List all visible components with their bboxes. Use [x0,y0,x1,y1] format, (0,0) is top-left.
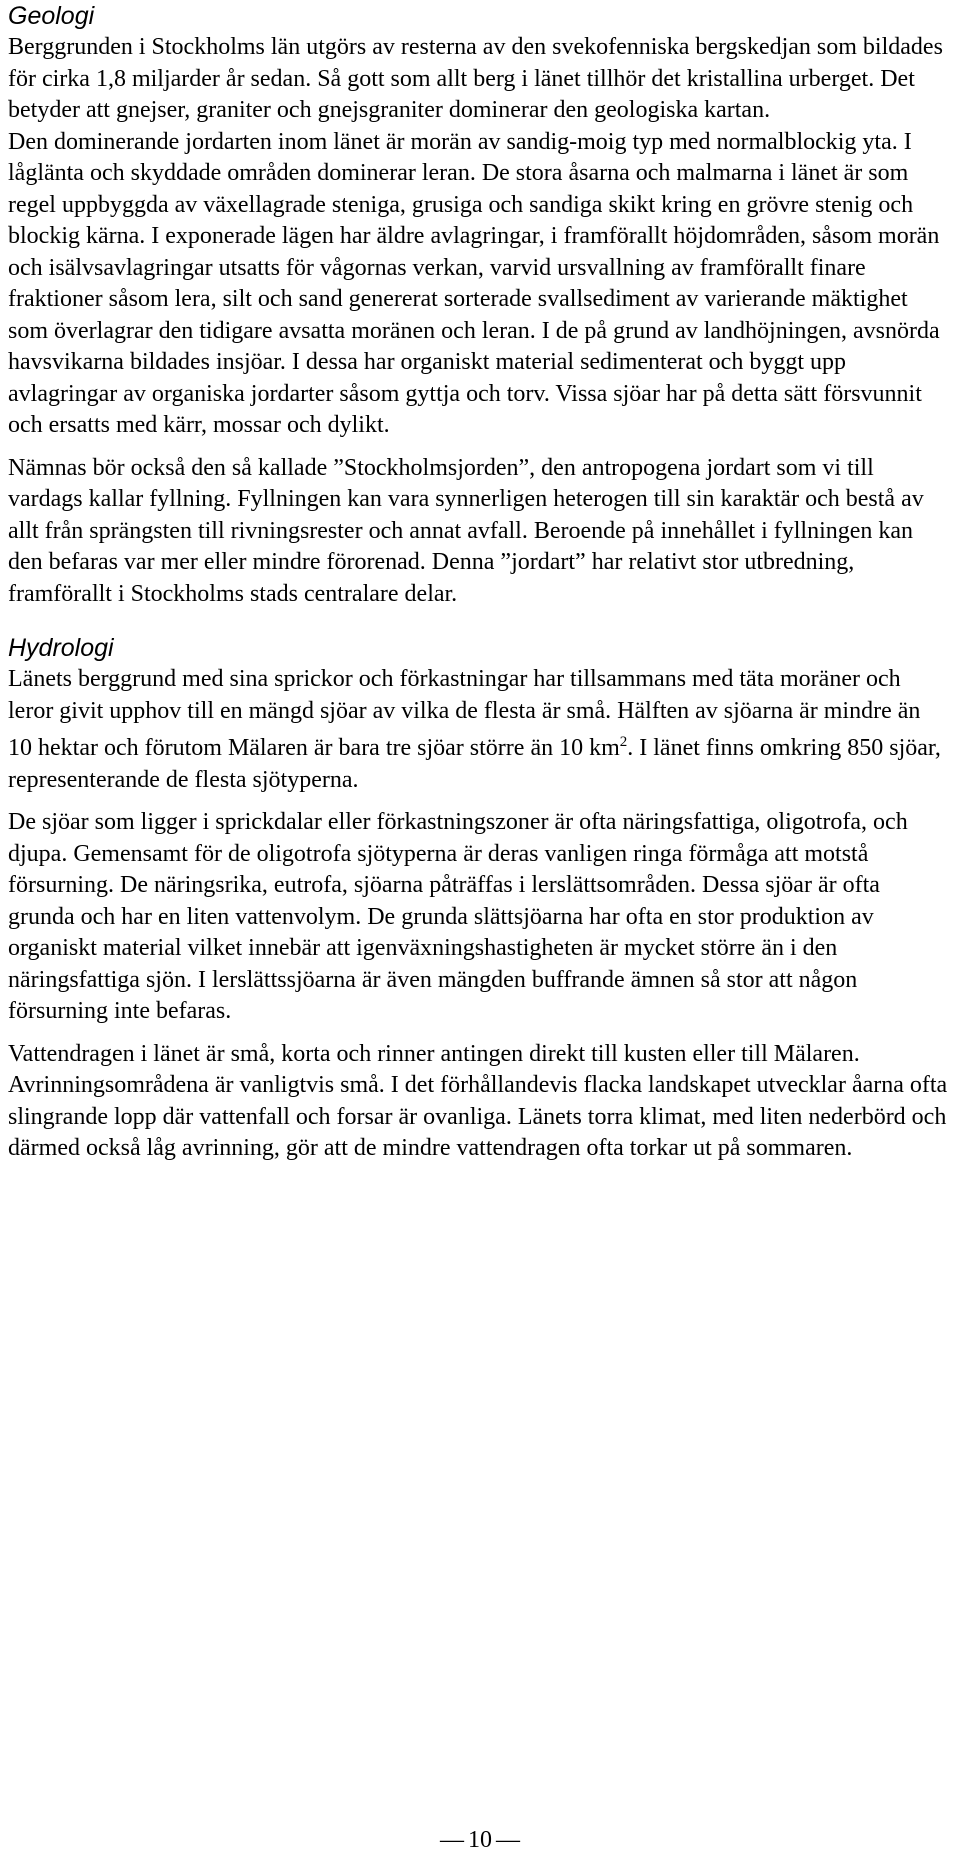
paragraph-hydrologi-2: De sjöar som ligger i sprickdalar eller förkastningszoner är ofta näringsfattiga, oligotrofa, och djupa. Gemensamt för de oligotrofa sjötyperna är deras vanligen ringa förmåga att motstå försurning. De näringsrika, eutrofa, sjöarna påträffas i lerslättsområden. Dessa sjöar är ofta grunda och har en liten vattenvolym. De grunda slättsjöarna har ofta en stor produktion av organiskt material vilket innebär att igenväxningshastigheten är mycket större än i den näringsfattiga sjön. I lerslättssjöarna är även mängden buffrande ämnen så stor att någon försurning inte befaras. [8,809,908,1024]
page-footer [0,1826,960,1854]
paragraph-geologi-2: Den dominerande jordarten inom länet är morän av sandig-moig typ med normalblockig yta. I låglänta och skyddade områden dominerar leran. De stora åsarna och malmarna i länet är som regel uppbyggda av växellagrade steniga, grusiga och sandiga skikt kring en grövre stenig och blockig kärna. I exponerade lägen har äldre avlagringar, i framförallt höjdområden, såsom morän och isälvsavlagringar utsatts för vågornas verkan, varvid ursvallning av framförallt finare fraktioner såsom lera, silt och sand genererat sorterade svallsediment av varierande mäktighet som överlagrar den tidigare avsatta moränen och leran. I de på grund av landhöjningen, avsnörda havsvikarna bildades insjöar. I dessa har organiskt material sedimenterat och byggt upp avlagringar av organiska jordarter såsom gyttja och torv. Vissa sjöar har på detta sätt försvunnit och ersatts med kärr, mossar och dylikt. [8,128,940,438]
page-number: 10 [468,1827,492,1853]
paragraph-geologi-3: Nämnas bör också den så kallade ”Stockholmsjorden”, den antropogena jordart som vi till vardags kallar fyllning. Fyllningen kan vara synnerligen heterogen till sin karaktär och bestå av allt från sprängsten till rivningsrester och annat avfall. Beroende på innehållet i fyllningen kan den befaras var mer eller mindre förorenad. Denna ”jordart” har relativt stor utbredning, framförallt i Stockholms stads centralare delar. [8,454,924,607]
paragraph-hydrologi-1 [8,664,948,796]
document-page [8,0,948,1176]
section-heading-hydrologi: Hydrologi [8,634,114,662]
paragraph-hydrologi-1-text-a: Länets berggrund med sina sprickor och förkastningar har tillsammans med täta moräner och leror givit upphov till en mängd sjöar av vilka de flesta är små. Hälften av sjöarna är mindre än 10 hektar och förutom Mälaren är bara tre sjöar större än 10 km [8,666,921,761]
footer-dash-left: — [440,1827,464,1853]
section-heading-geologi: Geologi [8,2,95,30]
paragraph-hydrologi-3: Vattendragen i länet är små, korta och rinner antingen direkt till kusten eller till Mälaren. Avrinningsområdena är vanligtvis små. I det förhållandevis flacka landskapet utvecklar åarna ofta slingrande lopp där vattenfall och forsar är ovanliga. Länets torra klimat, med liten nederbörd och därmed också låg avrinning, gör att de mindre vattendragen ofta torkar ut på sommaren. [8,1040,948,1161]
paragraph-hydrologi-1-text-b: . I länet finns omkring 850 sjöar, representerande de flesta sjötyperna. [8,735,941,793]
paragraph-geologi-1: Berggrunden i Stockholms län utgörs av resterna av den svekofenniska bergskedjan som bildades för cirka 1,8 miljarder år sedan. Så gott som allt berg i länet tillhör det kristallina urberget. Det betyder att gnejser, graniter och gnejsgraniter dominerar den geologiska kartan. [8,34,943,123]
footer-dash-right: — [496,1827,520,1853]
square-superscript: 2 [619,734,628,750]
